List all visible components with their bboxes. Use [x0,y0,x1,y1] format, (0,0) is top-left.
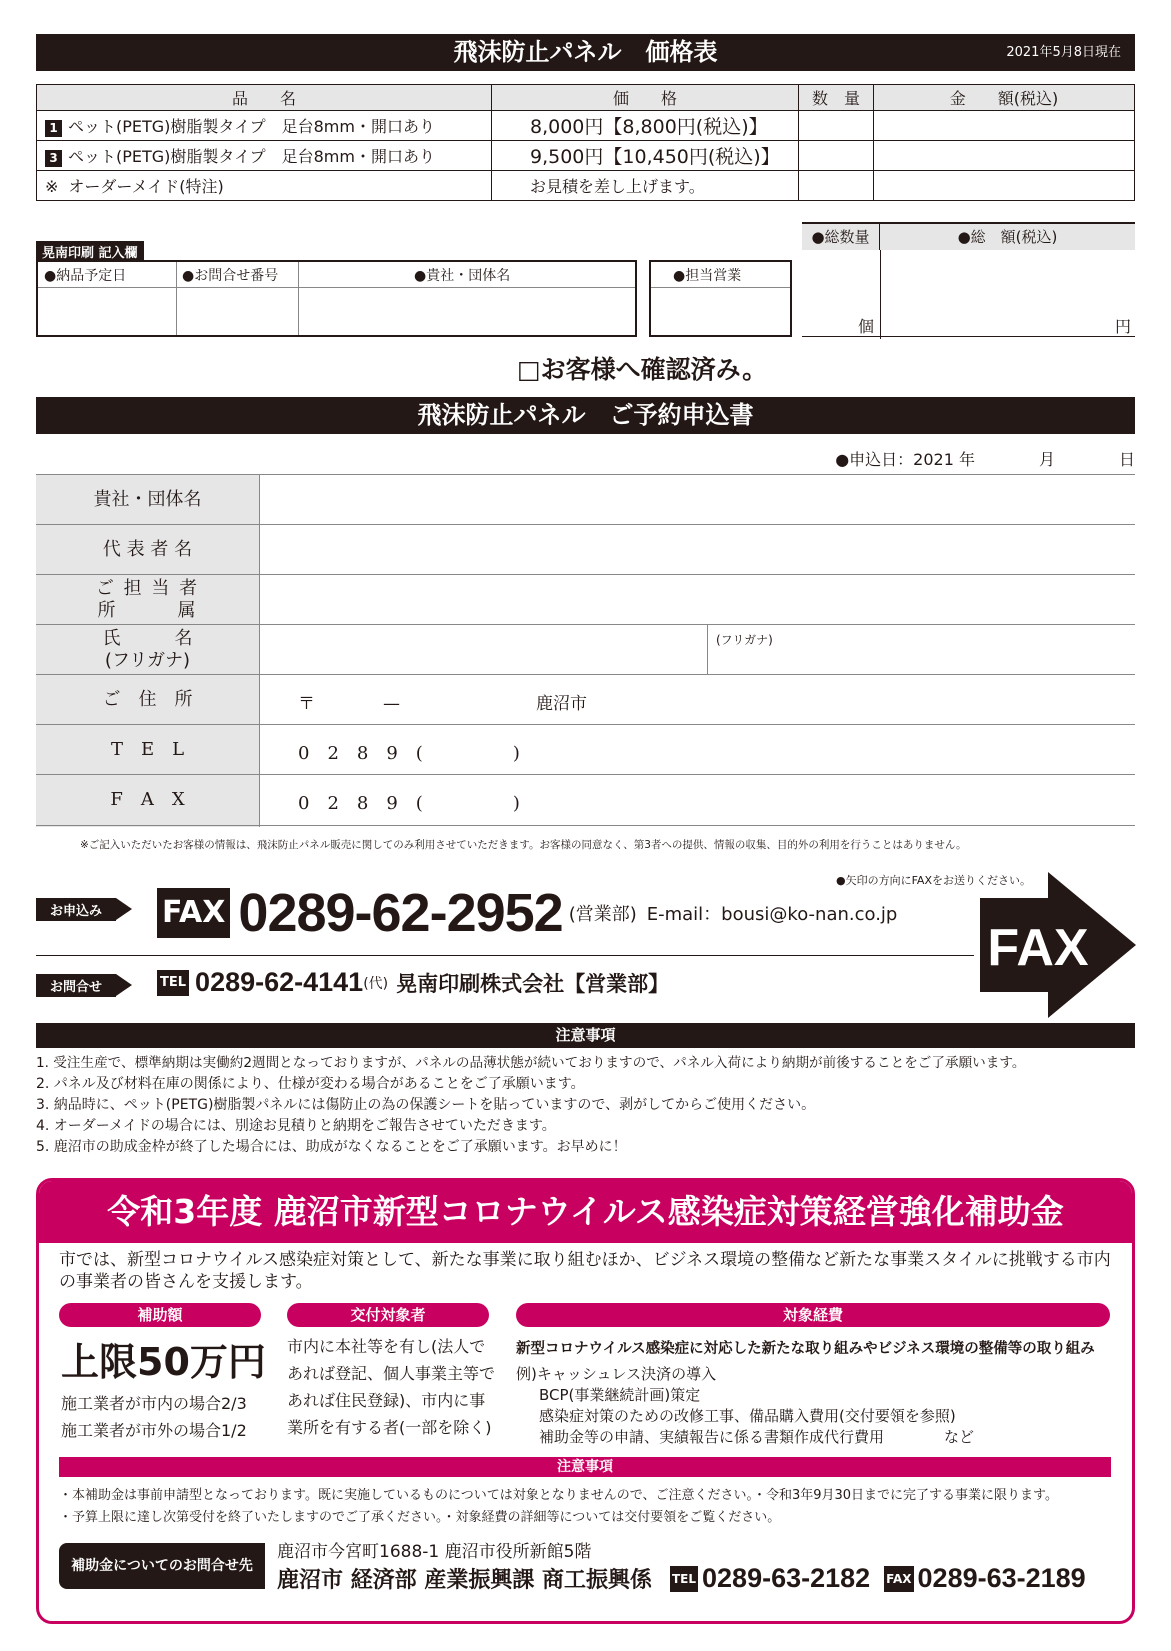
tel-badge: TEL [670,1566,698,1592]
subsidy-title-bar [39,1181,1132,1243]
tel-line [157,967,669,998]
fax-badge: FAX [884,1566,913,1592]
col-name: 品 名 [37,85,492,111]
company-name: 晃南印刷株式会社【営業部】 [396,971,670,996]
table-row [37,111,1135,141]
item-qty-cell[interactable] [799,171,874,201]
cost-line: BCP(事業継続計画)策定 [539,1386,701,1404]
cost-line: 補助金等の申請、実績報告に係る書類作成代行費用 など [539,1428,975,1446]
item-qty-cell[interactable] [799,141,874,171]
subsidy-title: 令和3年度 鹿沼市新型コロナウイルス感染症対策経営強化補助金 [107,1192,1064,1231]
form-label: ご 住 所 [36,675,260,724]
cost-line: 例)キャッシュレス決済の導入 [516,1365,717,1383]
fax-input[interactable]: 0 2 8 9 ( ) [298,793,520,814]
list-item: 1. 受注生産で、標準納期は実働約2週間となっておりますが、パネルの品薄状態が続いておりますので、パネル入荷により納期が前後することをご了承願います。 [36,1055,1026,1071]
list-item: 5. 鹿沼市の助成金枠が終了した場合には、助成がなくなることをご了承願います。お早めに！ [36,1139,627,1155]
subsidy-notes-bar [59,1457,1111,1477]
item-price: お見積を差し上げます。 [492,171,799,201]
contact-tel: 0289-63-2182 [702,1563,871,1593]
privacy-note: ※ご記入いただいたお客様の情報は、飛沫防止パネル販売に関してのみ利用させていただきます。お客様の同意なく、第3者への提供、情報の収集、目的外の利用を行うことはありません。 [80,839,967,851]
total-qty-label: ●総数量 [802,224,880,250]
item-name: ペット(PETG)樹脂製タイプ 足台8mm・開口あり [68,117,435,136]
inquiry-tag: お問合せ [36,974,116,997]
form-label: 氏 名 (フリガナ) [36,625,260,674]
subsidy-note: ・本補助金は事前申請型となっております。既に実施しているものについては対象となりませんので、ご注意ください。・令和3年9月30日までに完了する事業に限ります。 [59,1488,1058,1503]
fax-badge: FAX [157,888,230,938]
fax-line [157,882,897,944]
item-number: 3 [45,150,62,167]
furigana-input[interactable] [709,625,1135,674]
customer-confirmed-checkbox[interactable]: □お客様へ確認済み。 [517,355,768,384]
company-input[interactable] [261,475,1135,524]
form-label: F A X [36,775,260,825]
item-qty-cell[interactable] [799,111,874,141]
department-input[interactable] [261,575,1135,624]
office-box [36,260,637,337]
contact-address: 鹿沼市今宮町1688-1 鹿沼市役所新館5階 [277,1542,592,1562]
address-input[interactable]: 〒 — 鹿沼市 [298,694,587,714]
tel-suffix: (代) [363,975,389,992]
amount-label: 補助額 [59,1303,261,1327]
price-date: 2021年5月8日現在 [1006,45,1121,60]
unit-yen: 円 [1114,317,1131,336]
amount-line: 施工業者が市内の場合2/3 [61,1394,247,1413]
tel-number: 0289-62-4141 [195,967,364,997]
col-amount: 金 額(税込) [874,85,1135,111]
form-label: T E L [36,725,260,774]
table-row [37,171,1135,201]
cost-line: 感染症対策のための改修工事、備品購入費用(交付要領を参照) [539,1407,956,1425]
contact-tag: 補助金についてのお問合せ先 [59,1543,265,1589]
tel-input[interactable]: 0 2 8 9 ( ) [298,743,520,764]
item-price: 8,000円【8,800円(税込)】 [492,111,799,141]
email[interactable]: E-mail：bousi@ko-nan.co.jp [646,904,898,925]
fax-arrow-icon [980,872,1136,1018]
col-price: 価 格 [492,85,799,111]
list-item: 4. オーダーメイドの場合には、別途お見積りと納期をご報告させていただきます。 [36,1118,556,1134]
list-item: 2. パネル及び材料在庫の関係により、仕様が変わる場合があることをご了承願います。 [36,1076,585,1092]
cost-label: 対象経費 [516,1303,1110,1327]
notes-title-bar [36,1023,1135,1048]
item-number: ※ [45,177,59,196]
form-row-fax [36,775,1135,826]
amount-value: 上限50万円 [61,1340,266,1384]
totals-box [802,222,1135,337]
item-number: 1 [45,120,62,137]
target-label: 交付対象者 [287,1303,489,1327]
total-amount-label: ●総 額(税込) [880,224,1135,250]
field-delivery-date: ●納品予定日 [44,268,127,284]
list-item: 3. 納品時に、ペット(PETG)樹脂製パネルには傷防止の為の保護シートを貼っていますので、剥がしてからご使用ください。 [36,1097,816,1113]
sales-box [649,260,792,337]
tel-badge: TEL [157,970,189,996]
field-company: ●貴社・団体名 [414,268,511,284]
notes-list [36,1053,1135,1158]
form-row-representative [36,525,1135,575]
form-label: ご 担 当 者 所 属 [36,575,260,624]
price-title: 飛沫防止パネル 価格表 [453,38,718,66]
form-row-company [36,475,1135,525]
item-amount-cell[interactable] [874,171,1135,201]
office-title: 晃南印刷 記入欄 [36,241,144,260]
subsidy-box [36,1178,1135,1624]
field-inquiry-number: ●お問合せ番号 [182,268,279,284]
representative-input[interactable] [261,525,1135,574]
contact-dept: 鹿沼市 経済部 産業振興課 商工振興係 [277,1568,652,1593]
target-text: 市内に本社等を有し(法人であれば登記、個人事業主等であれば住民登録)、市内に事業所を有する者(一部を除く) [287,1337,496,1437]
form-label: 代 表 者 名 [36,525,260,574]
fax-dept: (営業部) [568,904,637,925]
apply-date: ●申込日：2021 年 月 日 [835,450,1135,469]
price-title-bar [36,34,1135,71]
fax-number: 0289-62-2952 [238,883,563,943]
item-amount-cell[interactable] [874,111,1135,141]
price-table [36,84,1135,201]
form-label: 貴社・団体名 [36,475,260,524]
subsidy-notes-title: 注意事項 [557,1459,613,1475]
apply-tag: お申込み [36,898,116,921]
fax-arrow-label: FAX [987,919,1089,977]
table-row [37,141,1135,171]
item-amount-cell[interactable] [874,141,1135,171]
item-price: 9,500円【10,450円(税込)】 [492,141,799,171]
form-row-name [36,625,1135,675]
item-name: ペット(PETG)樹脂製タイプ 足台8mm・開口あり [68,147,435,166]
cost-head: 新型コロナウイルス感染症に対応した新たな取り組みやビジネス環境の整備等の取り組み [516,1341,1095,1357]
arrow-note: ●矢印の方向にFAXをお送りください。 [836,874,1031,887]
contact-line [277,1563,1086,1594]
contact-fax: 0289-63-2189 [917,1563,1086,1593]
item-name: オーダーメイド(特注) [68,177,224,196]
form-title-bar [36,397,1135,434]
furigana-label: (フリガナ) [716,633,773,647]
subsidy-intro: 市では、新型コロナウイルス感染症対策として、新たな事業に取り組むほか、ビジネス環境の整備など新たな事業スタイルに挑戦する市内の事業者の皆さんを支援します。 [59,1250,1111,1292]
amount-line: 施工業者が市外の場合1/2 [61,1421,247,1440]
unit-qty: 個 [858,317,875,336]
form-row-department [36,575,1135,625]
col-qty: 数 量 [799,85,874,111]
subsidy-note: ・予算上限に達し次第受付を終了いたしますのでご了承ください。・対象経費の詳細等については交付要領をご覧ください。 [59,1510,781,1525]
sales-label: ●担当営業 [673,268,742,284]
notes-title: 注意事項 [555,1026,616,1044]
form-title: 飛沫防止パネル ご予約申込書 [417,401,754,429]
form-row-tel [36,725,1135,775]
form-row-address [36,675,1135,725]
name-input[interactable] [261,625,708,674]
